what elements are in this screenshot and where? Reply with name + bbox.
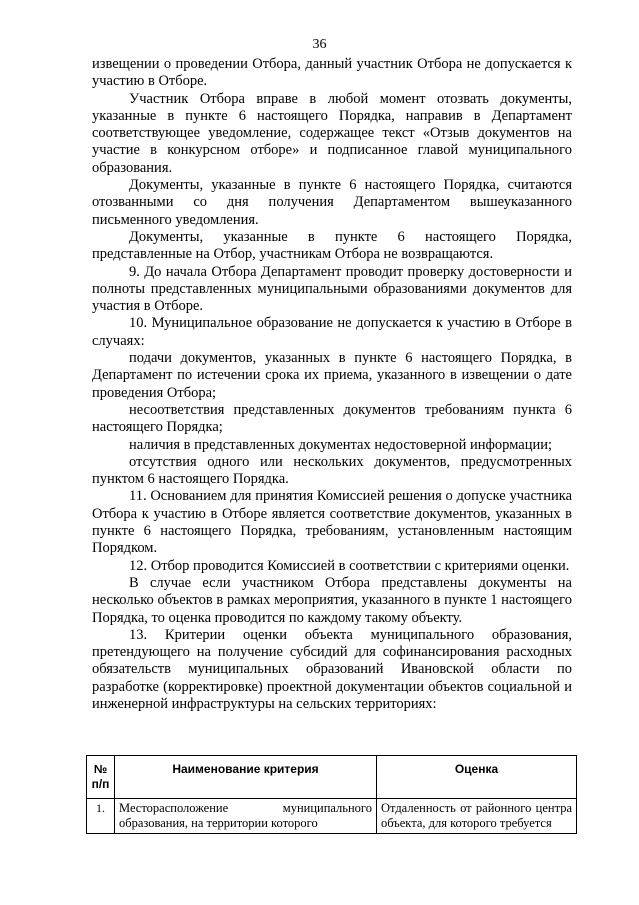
paragraph: Документы, указанные в пункте 6 настоящего Порядка, считаются отозванными со дня получения Департаментом вышеуказанного письменного уведомления. — [92, 177, 572, 228]
paragraph: наличия в представленных документах недостоверной информации; — [129, 436, 553, 453]
row-number: 1. — [87, 799, 115, 834]
paragraph: 11. Основанием для принятия Комиссией решения о допуске участника Отбора к участию в Отборе является соответствие документов, указанных в пункте 6 настоящего Порядка, требованиям, установленным настоящим Порядком. — [92, 488, 572, 557]
paragraph: Участник Отбора вправе в любой момент отозвать документы, указанные в пункте 6 настоящего Порядка, направив в Департамент соответствующее уведомление, содержащее текст «Отзыв документов на участие в конкурсном отборе» и подписанное главой муниципального образования. — [92, 90, 572, 176]
paragraph: несоответствия представленных документов требованиям пункта 6 настоящего Порядка; — [92, 401, 572, 436]
table-row — [87, 799, 577, 834]
header-number: № п/п — [87, 756, 115, 799]
document-body — [92, 56, 572, 713]
paragraph: 12. Отбор проводится Комиссией в соответствии с критериями оценки. — [129, 557, 570, 574]
criteria-table — [86, 755, 577, 834]
table-header-row — [87, 756, 577, 799]
paragraph: 13. Критерии оценки объекта муниципального образования, претендующего на получение субсидий для софинансирования расходных обязательств муниципальных образований Ивановской области по разработке (корректировке) проектной документации объектов социальной и инженерной инфраструктуры на сельских территориях: — [92, 626, 572, 712]
paragraph: извещении о проведении Отбора, данный участник Отбора не допускается к участию в Отборе. — [92, 56, 572, 90]
paragraph: отсутствия одного или нескольких документов, предусмотренных пунктом 6 настоящего Порядка. — [92, 453, 572, 488]
paragraph: В случае если участником Отбора представлены документы на несколько объектов в рамках мероприятия, указанного в пункте 1 настоящего Порядка, то оценка проводится по каждому такому объекту. — [92, 574, 572, 626]
row-evaluation: Отдаленность от районного центра объекта, для которого требуется — [377, 799, 577, 834]
paragraph: 10. Муниципальное образование не допускается к участию в Отборе в случаях: — [92, 315, 572, 349]
paragraph: Документы, указанные в пункте 6 настоящего Порядка, представленные на Отбор, участникам Отбора не возвращаются. — [92, 228, 572, 263]
header-evaluation: Оценка — [377, 756, 577, 799]
paragraph: 9. До начала Отбора Департамент проводит проверку достоверности и полноты представленных муниципальными образованиями документов для участия в Отборе. — [92, 263, 572, 315]
paragraph: подачи документов, указанных в пункте 6 настоящего Порядка, в Департамент по истечении срока их приема, указанного в извещении о дате проведения Отбора; — [92, 350, 572, 401]
row-criterion: Месторасположение муниципального образования, на территории которого — [115, 799, 377, 834]
page-number: 36 — [312, 37, 327, 52]
header-criterion: Наименование критерия — [115, 756, 377, 799]
